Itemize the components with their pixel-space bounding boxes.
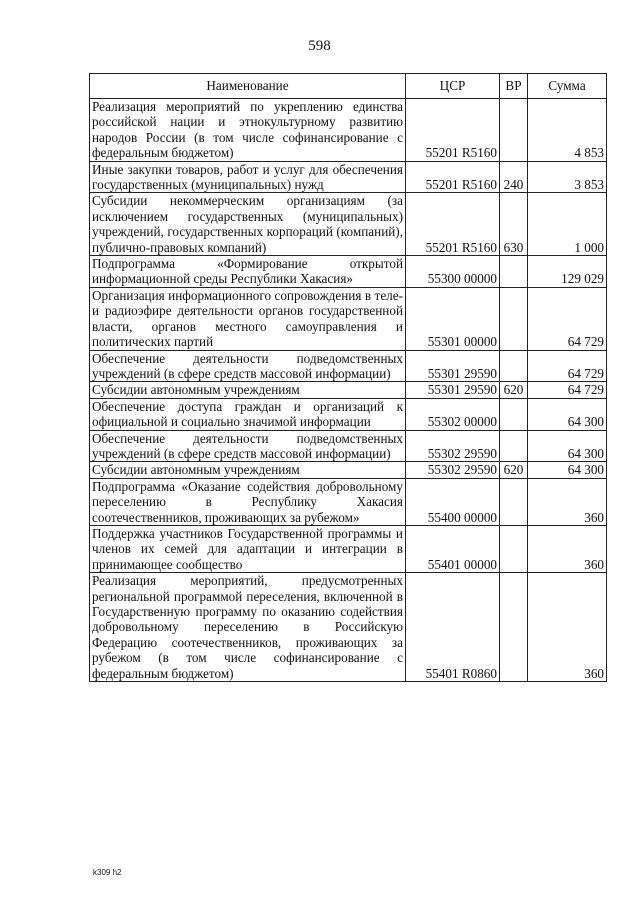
vr-cell (500, 350, 528, 382)
csr-cell: 55201 R5160 (406, 161, 500, 193)
csr-cell: 55401 R0860 (406, 573, 500, 682)
budget-table (89, 73, 607, 682)
csr-cell: 55401 00000 (406, 525, 500, 572)
csr-cell: 55302 29590 (406, 462, 500, 478)
csr-cell: 55201 R5160 (406, 99, 500, 162)
vr-cell (500, 398, 528, 430)
name-cell: Реализация мероприятий, предусмотренных региональной программой переселения, включенной в Государственную программу по оказанию содействия добровольному переселению в Российскую Федерацию соотечественников, проживающих за рубежом (в том числе софинансирование с федеральным бюджетом) (90, 573, 406, 682)
table-row (90, 525, 607, 572)
csr-cell: 55301 29590 (406, 350, 500, 382)
header-csr: ЦСР (406, 74, 500, 99)
table-row (90, 382, 607, 398)
name-cell: Субсидии некоммерческим организациям (за исключением государственных (муниципальных) учреждений, государственных корпораций (компаний), публично-правовых компаний) (90, 193, 406, 256)
sum-cell: 64 300 (528, 398, 607, 430)
table-row (90, 573, 607, 682)
table-row (90, 462, 607, 478)
sum-cell: 1 000 (528, 193, 607, 256)
name-cell: Субсидии автономным учреждениям (90, 382, 406, 398)
table-row (90, 99, 607, 162)
sum-cell: 360 (528, 525, 607, 572)
vr-cell (500, 287, 528, 350)
csr-cell: 55301 29590 (406, 382, 500, 398)
vr-cell (500, 99, 528, 162)
table-row (90, 350, 607, 382)
vr-cell (500, 430, 528, 462)
name-cell: Поддержка участников Государственной программы и членов их семей для адаптации и интеграции в принимающее сообщество (90, 525, 406, 572)
sum-cell: 360 (528, 573, 607, 682)
name-cell: Обеспечение деятельности подведомственных учреждений (в сфере средств массовой информации) (90, 430, 406, 462)
name-cell: Реализация мероприятий по укреплению единства российской нации и этнокультурному развитию народов России (в том числе софинансирование с федеральным бюджетом) (90, 99, 406, 162)
name-cell: Подпрограмма «Формирование открытой информационной среды Республики Хакасия» (90, 256, 406, 288)
sum-cell: 64 729 (528, 350, 607, 382)
header-vr: ВР (500, 74, 528, 99)
name-cell: Субсидии автономным учреждениям (90, 462, 406, 478)
sum-cell: 64 729 (528, 382, 607, 398)
csr-cell: 55400 00000 (406, 478, 500, 525)
csr-cell: 55201 R5160 (406, 193, 500, 256)
vr-cell: 630 (500, 193, 528, 256)
sum-cell: 360 (528, 478, 607, 525)
name-cell: Иные закупки товаров, работ и услуг для обеспечения государственных (муниципальных) нужд (90, 161, 406, 193)
vr-cell: 620 (500, 382, 528, 398)
sum-cell: 4 853 (528, 99, 607, 162)
csr-cell: 55302 00000 (406, 398, 500, 430)
name-cell: Обеспечение доступа граждан и организаций к официальной и социально значимой информации (90, 398, 406, 430)
sum-cell: 3 853 (528, 161, 607, 193)
table-body (90, 99, 607, 682)
sum-cell: 64 300 (528, 462, 607, 478)
vr-cell (500, 573, 528, 682)
csr-cell: 55300 00000 (406, 256, 500, 288)
sum-cell: 64 300 (528, 430, 607, 462)
table-row (90, 193, 607, 256)
sum-cell: 64 729 (528, 287, 607, 350)
name-cell: Обеспечение деятельности подведомственных учреждений (в сфере средств массовой информации) (90, 350, 406, 382)
sum-cell: 129 029 (528, 256, 607, 288)
table-row (90, 430, 607, 462)
table-row (90, 478, 607, 525)
table-row (90, 398, 607, 430)
name-cell: Организация информационного сопровождения в теле- и радиоэфире деятельности органов государственной власти, органов местного самоуправления и политических партий (90, 287, 406, 350)
page-number: 598 (308, 38, 331, 54)
header-name: Наименование (90, 74, 406, 99)
table-row (90, 287, 607, 350)
vr-cell (500, 525, 528, 572)
name-cell: Подпрограмма «Оказание содействия добровольному переселению в Республику Хакасия соотечественников, проживающих за рубежом» (90, 478, 406, 525)
csr-cell: 55302 29590 (406, 430, 500, 462)
vr-cell: 240 (500, 161, 528, 193)
header-sum: Сумма (528, 74, 607, 99)
footer-code: k309 h2 (93, 868, 122, 877)
table-row (90, 161, 607, 193)
table-row (90, 256, 607, 288)
table-header-row (90, 74, 607, 99)
csr-cell: 55301 00000 (406, 287, 500, 350)
vr-cell: 620 (500, 462, 528, 478)
vr-cell (500, 256, 528, 288)
vr-cell (500, 478, 528, 525)
